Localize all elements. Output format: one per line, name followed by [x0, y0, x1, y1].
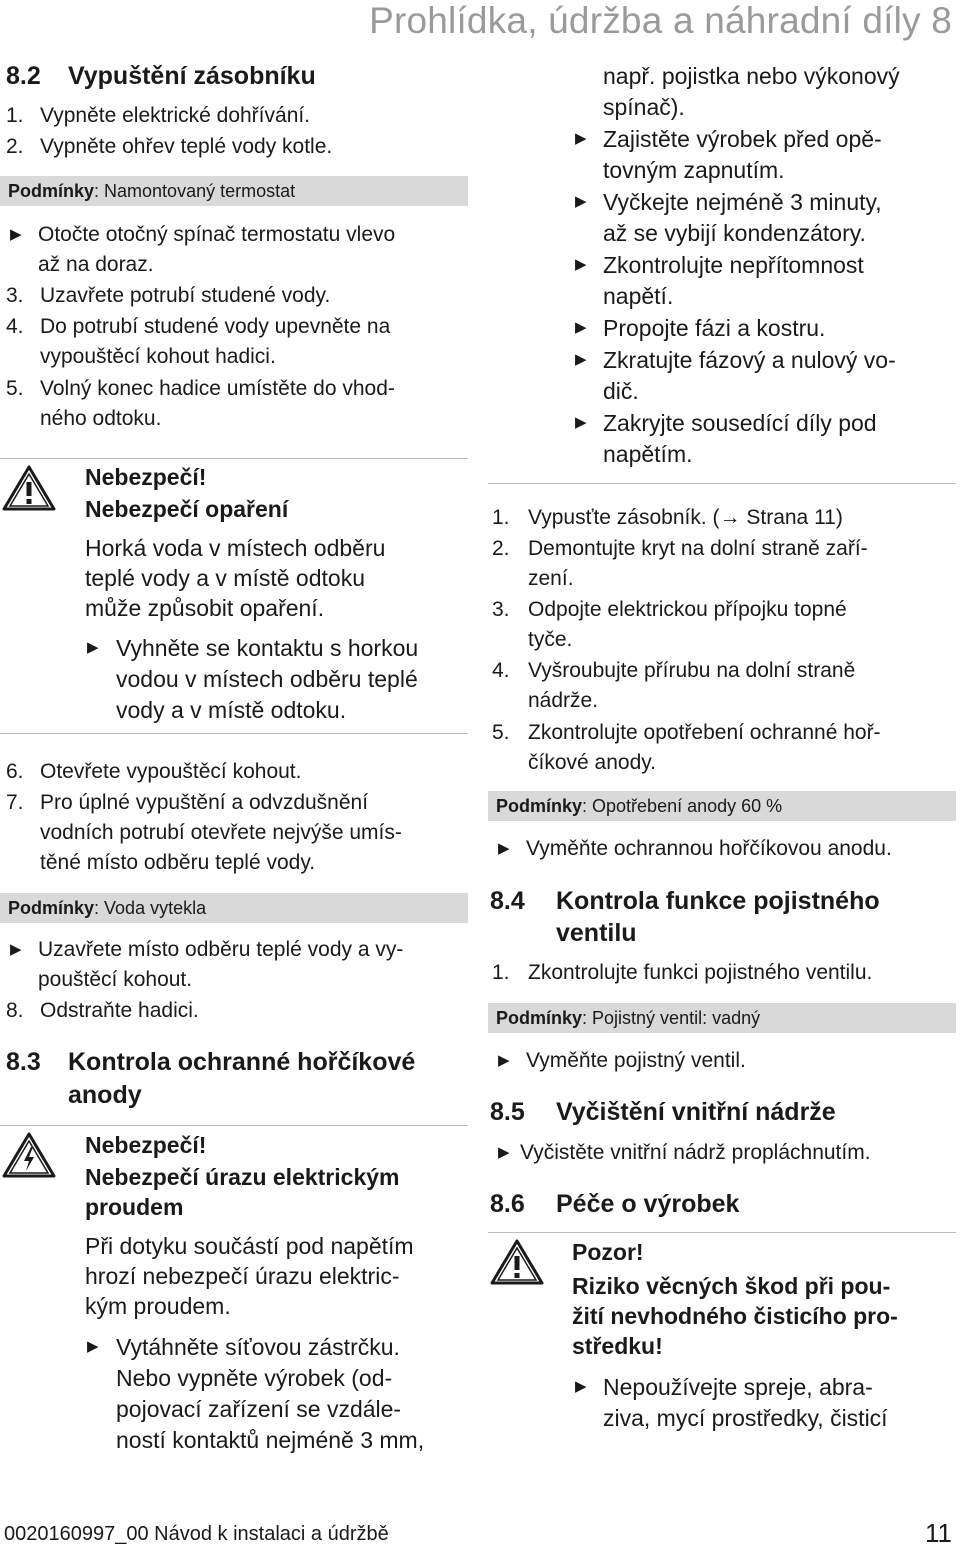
step-number: 1. — [492, 961, 510, 984]
triangle-bullet-icon: ▶ — [10, 226, 22, 243]
section-title: Vyčištění vnitřní nádrže — [556, 1098, 836, 1126]
bullet-line: vodou v místech odběru teplé — [116, 666, 418, 692]
triangle-bullet-icon: ▶ — [10, 941, 22, 958]
condition-label: Podmínky — [496, 796, 583, 816]
warning-bullet — [575, 408, 955, 470]
bullet-line: Zajistěte výrobek před opě- — [603, 126, 882, 152]
condition-text: : Voda vytekla — [94, 898, 207, 918]
section-number: 8.6 — [490, 1190, 525, 1218]
step-text: Odpojte elektrickou přípojku topné — [528, 598, 847, 621]
continued-text-line: např. pojistka nebo výkonový — [603, 63, 900, 89]
section-number: 8.4 — [490, 887, 525, 915]
warning-subtitle: středku! — [572, 1333, 663, 1359]
triangle-bullet-icon: ▶ — [498, 1144, 510, 1161]
divider — [0, 733, 468, 734]
step-7 — [6, 788, 466, 878]
bullet-line: až na doraz. — [38, 253, 154, 276]
triangle-bullet-icon: ▶ — [87, 1338, 99, 1355]
warning-title: Pozor! — [572, 1239, 644, 1265]
footer-page-number: 11 — [925, 1518, 952, 1548]
warning-title: Nebezpečí! — [85, 464, 207, 490]
step-3 — [492, 595, 952, 655]
warning-subtitle: Riziko věcných škod při pou- — [572, 1273, 891, 1299]
warning-bullet — [575, 313, 955, 344]
step-text: Volný konec hadice umístěte do vhod- — [40, 377, 395, 400]
step-text: Otevřete vypouštěcí kohout. — [40, 760, 302, 783]
triangle-bullet-icon: ▶ — [575, 256, 587, 273]
bullet-item — [10, 220, 465, 280]
step-number: 1. — [6, 104, 24, 127]
step-text: Do potrubí studené vody upevněte na — [40, 315, 391, 338]
divider — [0, 1125, 468, 1126]
warning-body-line: hrozí nebezpečí úrazu elektric- — [85, 1263, 400, 1289]
warning-subtitle: Nebezpečí úrazu elektrickým — [85, 1164, 400, 1190]
step-text: Vyšroubujte přírubu na dolní straně — [528, 659, 856, 682]
bullet-line: Uzavřete místo odběru teplé vody a vy- — [38, 938, 404, 961]
bullet-line: až se vybijí kondenzátory. — [603, 220, 866, 246]
step-text: vodních potrubí otevřete nejvýše umís- — [40, 821, 402, 844]
condition-text: : Pojistný ventil: vadný — [582, 1008, 761, 1028]
step-text: Zkontrolujte funkci pojistného ventilu. — [528, 961, 873, 984]
step-text: Pro úplné vypuštění a odvzdušnění — [40, 791, 369, 814]
bullet-line: napětí. — [603, 283, 674, 309]
section-title: ventilu — [556, 919, 637, 947]
step-5 — [6, 374, 466, 434]
step-number: 4. — [492, 659, 510, 682]
warning-bullet — [87, 1332, 467, 1456]
warning-body-line: kým proudem. — [85, 1293, 231, 1319]
bullet-line: Zkontrolujte nepřítomnost — [603, 252, 864, 278]
step-number: 5. — [492, 721, 510, 744]
warning-body-line: Horká voda v místech odběru — [85, 535, 386, 561]
step-2 — [492, 534, 952, 594]
bullet-line: Vyhněte se kontaktu s horkou — [116, 635, 419, 661]
step-text: Vypněte ohřev teplé vody kotle. — [40, 135, 333, 158]
step-number: 3. — [492, 598, 510, 621]
warning-bullet — [575, 187, 955, 249]
section-title: Vypuštění zásobníku — [68, 62, 316, 90]
continued-text-line: spínač). — [603, 94, 685, 120]
bullet-line: Propojte fázi a kostru. — [603, 315, 826, 341]
warning-bullet — [575, 250, 955, 312]
step-text: těné místo odběru teplé vody. — [40, 851, 316, 874]
step-4 — [6, 312, 466, 372]
triangle-bullet-icon: ▶ — [575, 1378, 587, 1395]
warning-subtitle: proudem — [85, 1194, 184, 1220]
step-number: 4. — [6, 315, 24, 338]
bullet-line: Nebo vypněte výrobek (od- — [116, 1365, 393, 1391]
condition-bar — [0, 893, 468, 923]
section-8-3-heading — [6, 1046, 466, 1112]
section-number: 8.2 — [6, 62, 41, 90]
warning-bullet — [87, 633, 467, 725]
condition-text: : Opotřebení anody 60 % — [582, 796, 783, 816]
electric-hazard-icon — [2, 1131, 56, 1179]
bullet-line: Vyčistěte vnitřní nádrž propláchnutím. — [520, 1141, 871, 1164]
bullet-line: Zkratujte fázový a nulový vo- — [603, 347, 896, 373]
bullet-item — [10, 935, 465, 995]
bullet-line: Vyčkejte nejméně 3 minuty, — [603, 189, 882, 215]
step-text: Vypněte elektrické dohřívání. — [40, 104, 311, 127]
bullet-line: Vyměňte ochrannou hořčíkovou anodu. — [526, 837, 892, 860]
step-number: 6. — [6, 760, 24, 783]
step-number: 8. — [6, 999, 24, 1022]
caution-triangle-icon — [490, 1238, 544, 1286]
section-title: Péče o výrobek — [556, 1190, 740, 1218]
step-text: vypouštěcí kohout hadici. — [40, 345, 276, 368]
bullet-line: ziva, mycí prostředky, čisticí — [603, 1405, 888, 1431]
divider — [488, 1232, 956, 1233]
step-4 — [492, 656, 952, 716]
warning-body-line: teplé vody a v místě odtoku — [85, 565, 365, 591]
condition-bar — [0, 176, 468, 206]
step-text: tyče. — [528, 628, 573, 651]
step-5 — [492, 718, 952, 778]
warning-bullet — [575, 345, 955, 407]
bullet-line: pojovací zařízení se vzdále- — [116, 1396, 402, 1422]
bullet-line: Nepoužívejte spreje, abra- — [603, 1374, 873, 1400]
triangle-bullet-icon: ▶ — [498, 1052, 510, 1069]
condition-label: Podmínky — [8, 898, 95, 918]
page-header-title: Prohlídka, údržba a náhradní díly 8 — [369, 0, 952, 41]
triangle-bullet-icon: ▶ — [575, 351, 587, 368]
triangle-bullet-icon: ▶ — [575, 414, 587, 431]
bullet-line: vody a v místě odtoku. — [116, 697, 347, 723]
step-text: nádrže. — [528, 689, 599, 712]
triangle-bullet-icon: ▶ — [87, 639, 99, 656]
step-text: Uzavřete potrubí studené vody. — [40, 284, 331, 307]
warning-triangle-icon — [2, 464, 56, 512]
triangle-bullet-icon: ▶ — [575, 130, 587, 147]
bullet-line: Vytáhněte síťovou zástrčku. — [116, 1334, 400, 1360]
step-number: 2. — [6, 135, 24, 158]
condition-label: Podmínky — [496, 1008, 583, 1028]
divider — [488, 483, 956, 484]
condition-label: Podmínky — [8, 181, 95, 201]
warning-body-line: Při dotyku součástí pod napětím — [85, 1233, 414, 1259]
bullet-line: ností kontaktů nejméně 3 mm, — [116, 1427, 425, 1453]
step-text: číkové anody. — [528, 751, 657, 774]
bullet-line: Vyměňte pojistný ventil. — [526, 1049, 746, 1072]
condition-bar — [488, 1003, 956, 1033]
step-number: 2. — [492, 537, 510, 560]
step-number: 7. — [6, 791, 24, 814]
warning-bullet — [575, 1372, 955, 1434]
step-text: Zkontrolujte opotřebení ochranné hoř- — [528, 721, 881, 744]
bullet-line: Zakryjte sousedící díly pod — [603, 410, 877, 436]
step-number: 5. — [6, 377, 24, 400]
triangle-bullet-icon: ▶ — [498, 840, 510, 857]
condition-text: : Namontovaný termostat — [94, 181, 296, 201]
section-title: Kontrola funkce pojistného — [556, 887, 880, 915]
section-number: 8.3 — [6, 1048, 41, 1076]
warning-title: Nebezpečí! — [85, 1132, 207, 1158]
bullet-line: Otočte otočný spínač termostatu vlevo — [38, 223, 396, 246]
divider — [0, 458, 468, 459]
section-title: anody — [68, 1081, 142, 1109]
warning-subtitle: žití nevhodného čisticího pro- — [572, 1303, 898, 1329]
bullet-line: napětím. — [603, 441, 693, 467]
condition-bar — [488, 791, 956, 821]
bullet-line: dič. — [603, 378, 639, 404]
step-text: zení. — [528, 567, 574, 590]
step-text: ného odtoku. — [40, 407, 162, 430]
section-number: 8.5 — [490, 1098, 525, 1126]
step-text: Odstraňte hadici. — [40, 999, 199, 1022]
step-number: 1. — [492, 506, 510, 529]
warning-body-line: může způsobit opaření. — [85, 595, 325, 621]
step-text: Demontujte kryt na dolní straně zaří- — [528, 537, 868, 560]
triangle-bullet-icon: ▶ — [575, 319, 587, 336]
section-8-4-heading — [490, 885, 950, 951]
triangle-bullet-icon: ▶ — [575, 193, 587, 210]
warning-bullet — [575, 124, 955, 186]
step-number: 3. — [6, 284, 24, 307]
warning-subtitle: Nebezpečí opaření — [85, 496, 289, 522]
bullet-line: pouštěcí kohout. — [38, 968, 193, 991]
bullet-line: tovným zapnutím. — [603, 157, 785, 183]
section-title: Kontrola ochranné hořčíkové — [68, 1048, 416, 1076]
footer-document-id: 0020160997_00 Návod k instalaci a údržbě — [4, 1523, 389, 1545]
step-text: Vypusťte zásobník. (→ Strana 11) — [528, 506, 843, 529]
